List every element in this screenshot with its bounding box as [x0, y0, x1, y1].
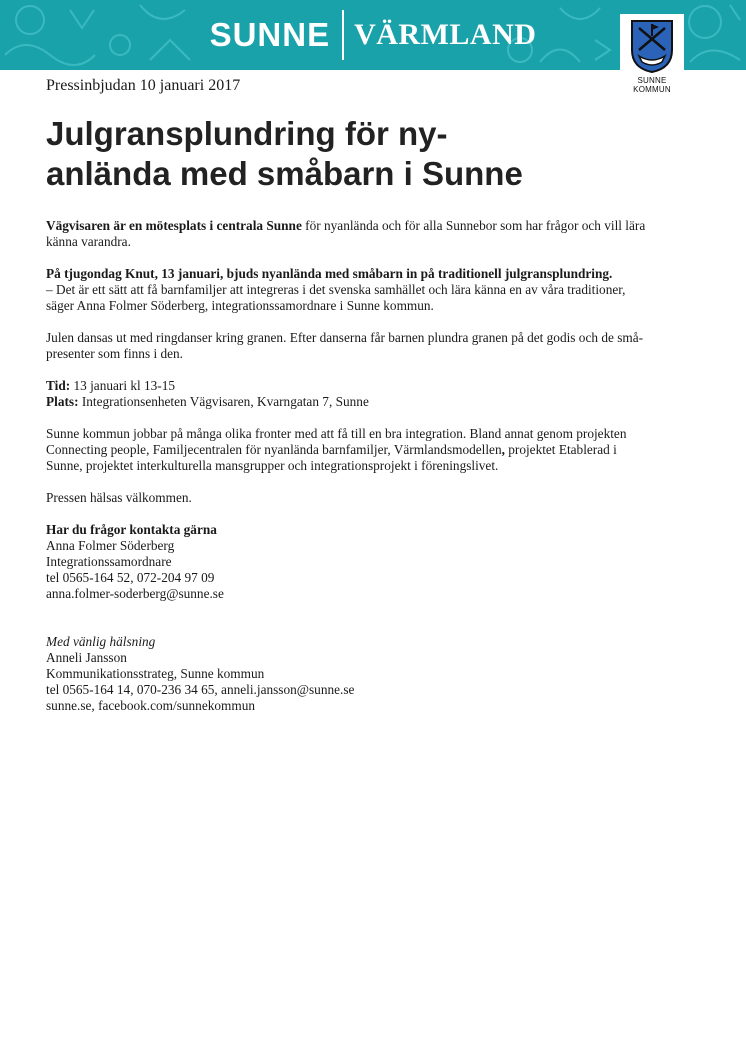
- closing: Med vänlig hälsning: [46, 634, 156, 649]
- contact-email[interactable]: anna.folmer-soderberg@sunne.se: [46, 586, 224, 601]
- integration-comma: ,: [501, 442, 505, 457]
- contact-title: Integrationssamordnare: [46, 554, 172, 569]
- sender-title: Kommunikationsstrateg, Sunne kommun: [46, 666, 265, 681]
- contact-block: [46, 522, 676, 602]
- signature-block: [46, 634, 676, 714]
- time-value: 13 januari kl 13-15: [70, 378, 176, 393]
- time-label: Tid:: [46, 378, 71, 393]
- paragraph-integration: [46, 426, 676, 474]
- sender-name: Anneli Jansson: [46, 650, 127, 665]
- integration-text-1: Sunne kommun jobbar på många olika fronter med att få till en bra integration. Bland annat genom projekten: [46, 426, 627, 441]
- place-value: Integrationsenheten Vägvisaren, Kvarngatan 7, Sunne: [78, 394, 369, 409]
- sender-contact[interactable]: tel 0565-164 14, 070-236 34 65, anneli.jansson@sunne.se: [46, 682, 355, 697]
- headline: [46, 114, 676, 194]
- headline-line-1: Julgransplundring för ny-: [46, 115, 448, 152]
- dance-text-2: presenter som finns i den.: [46, 346, 184, 361]
- contact-heading: Har du frågor kontakta gärna: [46, 522, 217, 537]
- integration-text-2b: projektet Etablerad i: [504, 442, 617, 457]
- brand-sunne: SUNNE: [209, 16, 331, 53]
- integration-text-3: Sunne, projektet interkulturella mansgrupper och integrationsprojekt i föreningslivet.: [46, 458, 499, 473]
- event-quote-2: säger Anna Folmer Söderberg, integrationssamordnare i Sunne kommun.: [46, 298, 434, 313]
- coat-of-arms-icon: [629, 18, 675, 74]
- headline-line-2: anlända med småbarn i Sunne: [46, 155, 523, 192]
- place-label: Plats:: [46, 394, 79, 409]
- event-bold: På tjugondag Knut, 13 januari, bjuds nyanlända med småbarn in på traditionell julgransplundring.: [46, 266, 613, 281]
- paragraph-dance: [46, 330, 676, 362]
- press-release: [46, 76, 676, 714]
- paragraph-event: [46, 266, 676, 314]
- event-quote-1: – Det är ett sätt att få barnfamiljer att integreras i det svenska samhället och lära känna en av våra traditioner,: [46, 282, 626, 297]
- paragraph-welcome: Pressen hälsas välkommen.: [46, 490, 192, 505]
- integration-text-2: Connecting people, Familjecentralen för nyanlända barnfamiljer, Värmlandsmodellen: [46, 442, 502, 457]
- intro-text-2: känna varandra.: [46, 234, 131, 249]
- intro-text-1: för nyanlända och för alla Sunnebor som har frågor och vill lära: [301, 218, 646, 233]
- crest-caption: SUNNE KOMMUN: [633, 76, 671, 94]
- brand-varmland: VÄRMLAND: [354, 18, 537, 51]
- sender-web[interactable]: sunne.se, facebook.com/sunnekommun: [46, 698, 256, 713]
- event-details: [46, 378, 676, 410]
- dance-text-1: Julen dansas ut med ringdanser kring granen. Efter danserna får barnen plundra granen på det godis och de små-: [46, 330, 644, 345]
- intro-bold: Vägvisaren är en mötesplats i centrala Sunne: [46, 218, 302, 233]
- paragraph-intro: [46, 218, 676, 250]
- contact-name: Anna Folmer Söderberg: [46, 538, 175, 553]
- contact-phone: tel 0565-164 52, 072-204 97 09: [46, 570, 215, 585]
- brand-divider: [342, 10, 344, 60]
- invite-date: Pressinbjudan 10 januari 2017: [46, 77, 241, 94]
